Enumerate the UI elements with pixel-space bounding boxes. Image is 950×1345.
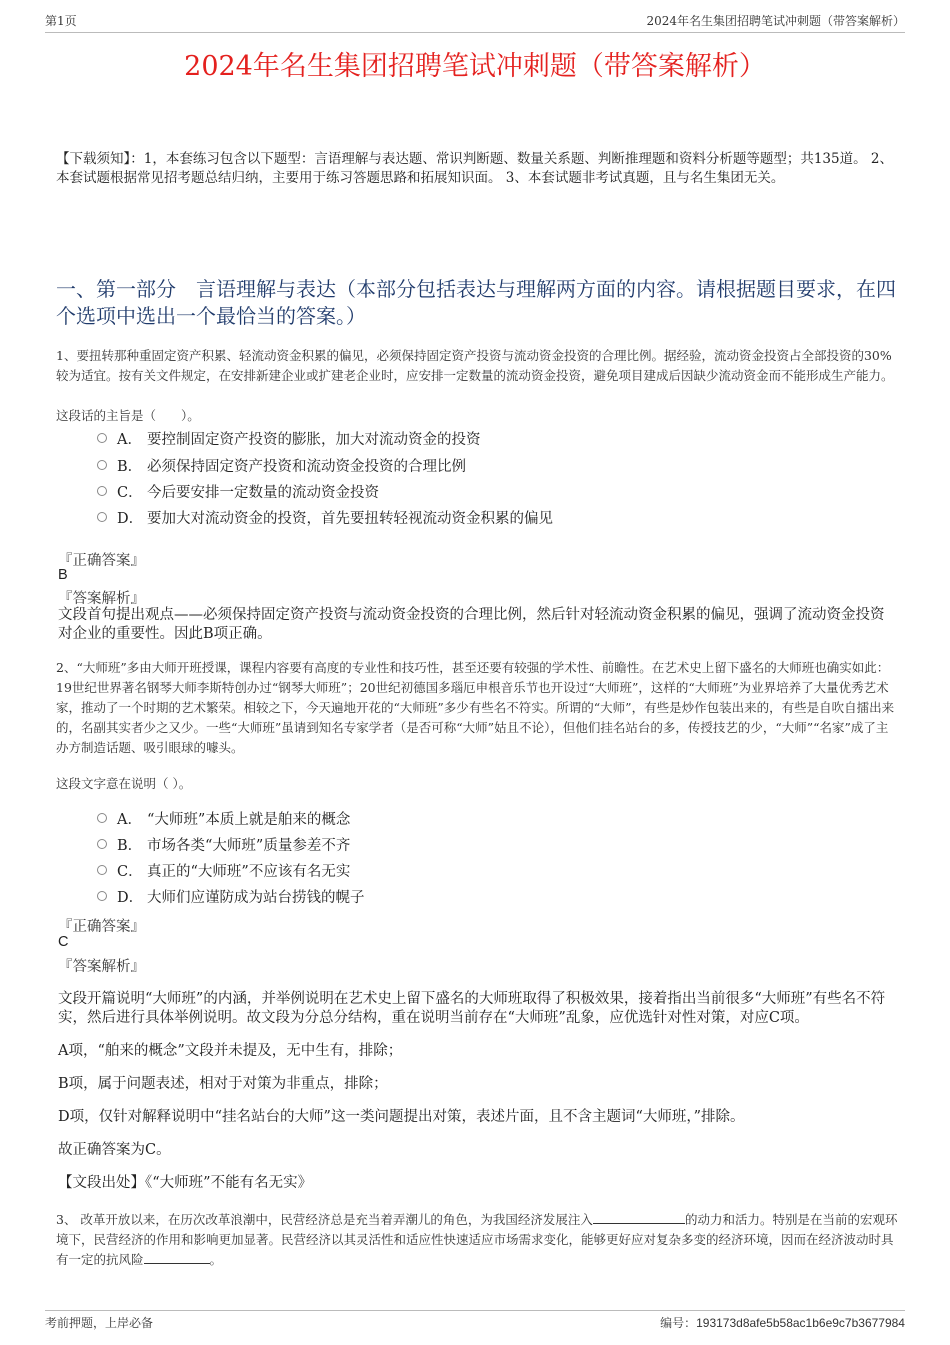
option-letter: C．	[117, 484, 143, 501]
option-text: “大师班”本质上就是舶来的概念	[147, 811, 351, 828]
option-letter: B．	[117, 458, 143, 475]
q2-note-d: D项，仅针对解释说明中“挂名站台的大师”这一类问题提出对策，表述片面，且不含主题词“大师班，”排除。	[58, 1109, 745, 1125]
footer-slogan: 考前押题，上岸必备	[45, 1316, 154, 1330]
q1-option-a[interactable]	[97, 428, 481, 448]
q2-note-b: B项，属于问题表述，相对于对策为非重点，排除；	[58, 1076, 388, 1092]
q3-stem	[56, 1210, 898, 1270]
option-text: 市场各类“大师班”质量参差不齐	[147, 837, 351, 854]
page-title: 2024年名生集团招聘笔试冲刺题（带答案解析）	[184, 51, 766, 82]
option-letter: D．	[117, 510, 144, 527]
download-notice: 【下载须知】：1，本套练习包含以下题型：言语理解与表达题、常识判断题、数量关系题、判断推理题和资料分析题等题型；共135道。 2、本套试题根据常见招考题总结归纳，主要用于练习答题思路和拓展知识面。 3、本套试题非考试真题，且与名生集团无关。	[56, 151, 893, 186]
option-letter: A．	[117, 811, 142, 828]
q2-option-a[interactable]	[97, 808, 350, 828]
answer-blank[interactable]	[144, 1251, 210, 1264]
q2-answer: C	[58, 934, 69, 950]
option-letter: B．	[117, 837, 143, 854]
q1-prompt: 这段话的主旨是（ ）。	[56, 408, 200, 423]
q1-stem: 1、要扭转那种重固定资产积累、轻流动资金积累的偏见，必须保持固定资产投资与流动资金投资的合理比例。据经验，流动资金投资占全部投资的30%较为适宜。按有关文件规定，在安排新建企业或扩建老企业时，应安排一定数量的流动资金投资，避免项目建成后因缺少流动资金而不能形成生产能力。	[56, 348, 894, 383]
header-divider	[45, 32, 905, 33]
option-text: 必须保持固定资产投资和流动资金投资的合理比例	[147, 458, 466, 475]
option-text: 今后要安排一定数量的流动资金投资	[147, 484, 379, 501]
radio-icon[interactable]	[97, 512, 107, 522]
q1-answer-label: 『正确答案』	[58, 553, 145, 569]
q2-analysis-label: 『答案解析』	[58, 959, 145, 975]
radio-icon[interactable]	[97, 865, 107, 875]
option-letter: A．	[117, 431, 142, 448]
option-text: 大师们应谨防成为站台捞钱的幌子	[147, 889, 365, 906]
radio-icon[interactable]	[97, 433, 107, 443]
section-title: 一、第一部分 言语理解与表达（本部分包括表达与理解两方面的内容。请根据题目要求，在四个选项中选出一个最恰当的答案。）	[56, 277, 896, 328]
option-letter: D．	[117, 889, 144, 906]
q1-analysis: 文段首句提出观点——必须保持固定资产投资与流动资金投资的合理比例，然后针对轻流动资金积累的偏见，强调了流动资金投资对企业的重要性。因此B项正确。	[58, 607, 885, 642]
q1-option-b[interactable]	[97, 455, 466, 475]
q3-stem-part: 3、 改革开放以来，在历次改革浪潮中，民营经济总是充当着弄潮儿的角色，为我国经济发展注入	[56, 1212, 593, 1227]
q2-option-d[interactable]	[97, 886, 365, 906]
q2-option-b[interactable]	[97, 834, 350, 854]
header-doc-title: 2024年名生集团招聘笔试冲刺题（带答案解析）	[646, 14, 905, 28]
q1-analysis-label: 『答案解析』	[58, 591, 145, 607]
q3-stem-part: 的动力和活力。特别是在当前的宏观环境下，民营经济的作用和影响更加显著。民营经济以其灵活性和适应性快速适应市场需求变化，能够更好应对复杂多变的经济环境，因而在经济波动时具有一定的抗风险	[56, 1212, 898, 1267]
q2-conclusion: 故正确答案为C。	[58, 1142, 171, 1158]
radio-icon[interactable]	[97, 813, 107, 823]
q2-prompt: 这段文字意在说明（ ）。	[56, 776, 192, 791]
q3-stem-part: 。	[209, 1252, 223, 1267]
q2-analysis: 文段开篇说明“大师班”的内涵，并举例说明在艺术史上留下盛名的大师班取得了积极效果，接着指出当前很多“大师班”有些名不符实，然后进行具体举例说明。故文段为分总分结构，重在说明当前存在“大师班”乱象，应优选针对性对策，对应C项。	[58, 991, 886, 1026]
radio-icon[interactable]	[97, 460, 107, 470]
footer-divider	[45, 1310, 905, 1311]
option-letter: C．	[117, 863, 143, 880]
option-text: 要控制固定资产投资的膨胀，加大对流动资金的投资	[147, 431, 481, 448]
q2-stem: 2、“大师班”多由大师开班授课，课程内容要有高度的专业性和技巧性，甚至还要有较强的学术性、前瞻性。在艺术史上留下盛名的大师班也确实如此：19世纪世界著名钢琴大师李斯特创办过“钢琴大师班”；20世纪初德国多瑙厄申根音乐节也开设过“大师班”，这样的“大师班”为业界培养了大量优秀艺术家，推动了一个时期的艺术繁荣。相较之下，今天遍地开花的“大师班”多少有些名不符实。所谓的“大师”，有些是炒作包装出来的，有些是自吹自擂出来的，名副其实者少之又少。一些“大师班”虽请到知名专家学者（是否可称“大师”姑且不论），但他们挂名站台的多，传授技艺的少，“大师”“名家”成了主办方制造话题、吸引眼球的噱头。	[56, 660, 895, 755]
q1-option-d[interactable]	[97, 507, 553, 527]
option-text: 真正的“大师班”不应该有名无实	[147, 863, 351, 880]
q2-note-a: A项，“舶来的概念”文段并未提及，无中生有，排除；	[58, 1043, 403, 1059]
radio-icon[interactable]	[97, 891, 107, 901]
q2-source: 【文段出处】《“大师班”不能有名无实》	[58, 1175, 313, 1191]
q2-answer-label: 『正确答案』	[58, 919, 145, 935]
q1-answer: B	[58, 567, 68, 583]
q2-option-c[interactable]	[97, 860, 350, 880]
answer-blank[interactable]	[593, 1211, 685, 1224]
radio-icon[interactable]	[97, 839, 107, 849]
radio-icon[interactable]	[97, 486, 107, 496]
footer-doc-id: 编号：193173d8afe5b58ac1b6e9c7b3677984	[660, 1316, 905, 1330]
option-text: 要加大对流动资金的投资，首先要扭转轻视流动资金积累的偏见	[147, 510, 553, 527]
page-number: 第1页	[45, 14, 77, 28]
q1-option-c[interactable]	[97, 481, 379, 501]
